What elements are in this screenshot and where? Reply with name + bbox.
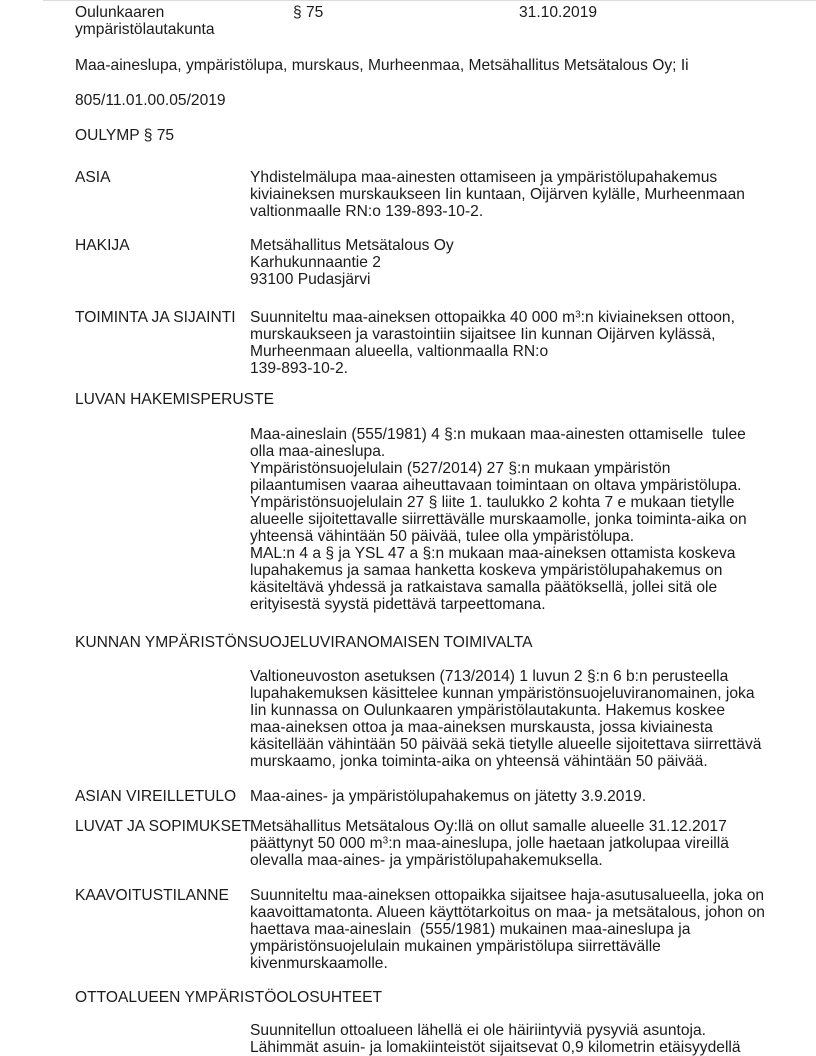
text-line: erityisestä syystä pidettävä tarpeettomana.	[250, 596, 546, 613]
text-line: Valtioneuvoston asetuksen (713/2014) 1 luvun 2 §:n 6 b:n perusteella	[250, 668, 729, 685]
text-line: Karhukunnaantie 2	[250, 254, 381, 271]
section-label-asia: ASIA	[75, 169, 111, 186]
section-content-toiminta	[250, 309, 735, 377]
section-content-hakija	[250, 237, 454, 288]
text-line: lupahakemuksen käsittelee kunnan ympäristönsuojeluviranomainen, joka	[250, 685, 755, 702]
page-top-edge	[43, 0, 816, 1]
text-line: Lähimmät asuin- ja lomakiinteistöt sijaitsevat 0,9 kilometrin etäisyydellä	[250, 1039, 741, 1056]
text-line: Iin kunnassa on Oulunkaaren ympäristölautakunta. Hakemus koskee	[250, 702, 726, 719]
subject-line: Maa-aineslupa, ympäristölupa, murskaus, Murheenmaa, Metsähallitus Metsätalous Oy; Ii	[75, 57, 689, 74]
section-label-toiminta: TOIMINTA JA SIJAINTI	[75, 309, 236, 326]
text-line: murskaukseen ja varastointiin sijaitsee Iin kunnan Oijärven kylässä,	[250, 326, 716, 343]
text-line: Metsähallitus Metsätalous Oy	[250, 237, 454, 254]
committee-name-line2: ympäristölautakunta	[75, 21, 215, 38]
text-segment: päättynyt 50 000 m	[250, 835, 383, 852]
text-line: Ympäristönsuojelulain (527/2014) 27 §:n mukaan ympäristön	[250, 460, 671, 477]
text-line	[250, 309, 735, 326]
section-content-toimivalta	[250, 668, 761, 770]
text-line: maa-aineksen ottoa ja maa-aineksen murskausta, jossa kiviainesta	[250, 719, 713, 736]
section-label-kaavoitus: KAAVOITUSTILANNE	[75, 887, 229, 904]
text-line: kivenmurskaamolle.	[250, 955, 388, 972]
text-segment: Suunniteltu maa-aineksen ottopaikka 40 000 m	[250, 309, 576, 326]
text-lines	[250, 818, 729, 835]
text-line: haettava maa-aineslain (555/1981) mukainen maa-aineslupa ja	[250, 921, 691, 938]
section-content-olosuhteet	[250, 1022, 741, 1056]
text-line: olla maa-aineslupa.	[250, 443, 386, 460]
section-heading-hakemisperuste: LUVAN HAKEMISPERUSTE	[75, 391, 275, 408]
text-line: pilaantumisen vaaraa aiheuttavaan toimintaan on oltava ympäristölupa.	[250, 477, 742, 494]
text-line: Suunniteltu maa-aineksen ottopaikka sijaitsee haja-asutusalueella, joka on	[250, 887, 765, 904]
paragraph-mark: § 75	[293, 4, 324, 21]
section-content-vireilletulo	[250, 788, 646, 805]
text-line: murskaamo, jonka toiminta-aika on yhteensä vähintään 50 päivää.	[250, 753, 708, 770]
text-line: Murheenmaan alueella, valtionmaalla RN:o	[250, 343, 549, 360]
text-line: lupahakemus ja samaa hanketta koskeva ympäristölupahakemus on	[250, 562, 723, 579]
text-line: kaavoittamatonta. Alueen käyttötarkoitus on maa- ja metsätalous, johon on	[250, 904, 765, 921]
text-line: 139-893-10-2.	[250, 360, 348, 377]
text-line: yhteensä vähintään 50 päivää, tulee olla ympäristölupa.	[250, 528, 635, 545]
section-content-luvat	[250, 818, 729, 869]
text-line: Ympäristönsuojelulain 27 § liite 1. taulukko 2 kohta 7 e mukaan tietylle	[250, 494, 735, 511]
superscript-3: 3	[575, 309, 581, 321]
text-segment: :n maa-aineslupa, jolle haetaan jatkolupaa vireillä	[388, 835, 729, 852]
text-line: käsiteltävä yhdessä ja ratkaistava samalla päätöksellä, jollei sitä ole	[250, 579, 718, 596]
text-lines	[250, 326, 735, 377]
text-line: ympäristönsuojelulain mukainen ympäristölupa siirrettävälle	[250, 938, 661, 955]
section-content-kaavoitus	[250, 887, 765, 972]
section-label-hakija: HAKIJA	[75, 237, 130, 254]
text-line: 93100 Pudasjärvi	[250, 271, 371, 288]
text-line: kiviaineksen murskaukseen Iin kuntaan, Oijärven kylälle, Murheenmaan	[250, 186, 745, 203]
section-content-asia	[250, 169, 745, 220]
case-code: OULYMP § 75	[75, 127, 175, 144]
text-line: Yhdistelmälupa maa-ainesten ottamiseen ja ympäristölupahakemus	[250, 169, 718, 186]
section-label-luvat: LUVAT JA SOPIMUKSET	[75, 818, 251, 835]
text-line: valtionmaalle RN:o 139-893-10-2.	[250, 203, 484, 220]
text-line: käsitellään vähintään 50 päivää sekä tietylle alueelle sijoitettava siirrettävä	[250, 736, 762, 753]
section-label-vireilletulo: ASIAN VIREILLETULO	[75, 788, 237, 805]
text-line: Maa-aineslain (555/1981) 4 §:n mukaan maa-ainesten ottamiselle tulee	[250, 426, 746, 443]
diary-number: 805/11.01.00.05/2019	[75, 92, 226, 109]
text-line: olevalla maa-aines- ja ympäristölupahakemuksella.	[250, 852, 603, 869]
text-segment: :n kiviaineksen ottoon,	[580, 309, 735, 326]
text-line: Metsähallitus Metsätalous Oy:llä on ollut samalle alueelle 31.12.2017	[250, 818, 727, 835]
text-line: MAL:n 4 a § ja YSL 47 a §:n mukaan maa-aineksen ottamista koskeva	[250, 545, 736, 562]
text-line: Maa-aines- ja ympäristölupahakemus on jätetty 3.9.2019.	[250, 788, 647, 805]
document-date: 31.10.2019	[519, 4, 598, 21]
section-heading-toimivalta: KUNNAN YMPÄRISTÖNSUOJELUVIRANOMAISEN TOIMIVALTA	[75, 634, 533, 651]
text-line	[250, 835, 729, 852]
text-line: alueelle sijoitettavalle siirrettävälle murskaamolle, jonka toiminta-aika on	[250, 511, 747, 528]
section-content-hakemisperuste	[250, 426, 747, 613]
superscript-3: 3	[382, 835, 389, 847]
section-heading-olosuhteet: OTTOALUEEN YMPÄRISTÖOLOSUHTEET	[75, 989, 383, 1006]
text-line: Suunnitellun ottoalueen lähellä ei ole häiriintyviä pysyviä asuntoja.	[250, 1022, 706, 1039]
committee-name-line1: Oulunkaaren	[75, 4, 165, 21]
text-lines	[250, 852, 729, 869]
